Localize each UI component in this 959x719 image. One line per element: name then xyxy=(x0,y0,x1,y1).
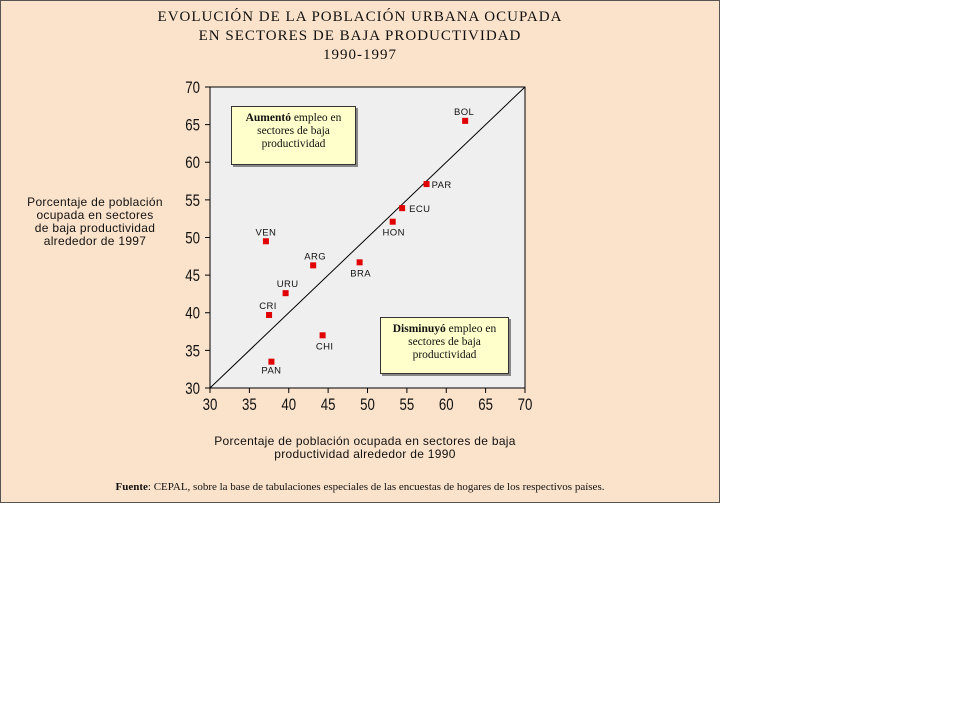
y-tick-label: 30 xyxy=(185,379,200,399)
x-tick-label: 60 xyxy=(438,395,454,415)
data-label-par: PAR xyxy=(431,180,452,192)
data-label-uru: URU xyxy=(276,279,299,291)
annotation-text: empleo en xyxy=(290,112,342,124)
x-tick-label: 35 xyxy=(242,395,257,415)
y-tick-label: 40 xyxy=(185,304,200,324)
data-label-hon: HON xyxy=(382,227,405,239)
data-point-ven xyxy=(263,238,269,244)
annotation-aumento xyxy=(231,106,356,165)
data-label-arg: ARG xyxy=(304,251,327,263)
annotation-bold: Disminuyó xyxy=(392,323,446,335)
data-label-bra: BRA xyxy=(350,268,371,280)
data-point-arg xyxy=(310,262,316,268)
data-point-par xyxy=(424,181,430,187)
x-tick-label: 40 xyxy=(281,395,297,415)
y-tick-label: 50 xyxy=(185,229,200,248)
x-tick-label: 65 xyxy=(478,395,493,415)
y-tick-label: 45 xyxy=(185,266,200,286)
data-point-bol xyxy=(462,118,468,124)
source-text: : CEPAL, sobre la base de tabulaciones especiales de las encuestas de hogares de los respectivos países. xyxy=(147,481,605,493)
x-tick-label: 55 xyxy=(399,395,415,415)
annotation-line xyxy=(381,323,508,336)
x-tick-label: 30 xyxy=(202,395,218,415)
y-axis-label-line: alrededor de 1997 xyxy=(43,234,147,248)
data-label-ecu: ECU xyxy=(409,204,431,216)
data-label-bol: BOL xyxy=(454,106,475,118)
annotation-line: sectores de baja xyxy=(408,336,481,348)
x-axis-label-line: Porcentaje de población ocupada en sectores de baja xyxy=(214,434,516,448)
y-axis-label-line: ocupada en sectores xyxy=(36,208,154,222)
data-label-pan: PAN xyxy=(261,365,282,377)
data-point-chi xyxy=(320,332,326,338)
scatter-plot xyxy=(1,1,719,502)
x-tick-label: 70 xyxy=(517,395,533,415)
y-tick-label: 55 xyxy=(185,191,200,211)
data-label-ven: VEN xyxy=(255,227,277,239)
data-point-ecu xyxy=(399,205,405,211)
annotation-line: productividad xyxy=(261,138,326,150)
annotation-line: sectores de baja xyxy=(257,125,330,137)
annotation-disminuyo xyxy=(380,317,509,374)
y-tick-label: 60 xyxy=(185,153,200,173)
y-axis-label-line: de baja productividad xyxy=(34,221,156,235)
y-tick-label: 70 xyxy=(185,78,200,98)
chart-title-line-3: 1990-1997 xyxy=(323,47,397,63)
x-tick-label: 50 xyxy=(360,395,375,415)
chart-title-line-1: EVOLUCIÓN DE LA POBLACIÓN URBANA OCUPADA xyxy=(157,9,563,25)
y-tick-label: 65 xyxy=(185,116,200,136)
data-point-bra xyxy=(357,259,363,265)
y-axis-label-line: Porcentaje de población xyxy=(27,195,163,209)
y-tick-label: 35 xyxy=(185,341,200,361)
data-label-chi: CHI xyxy=(315,341,334,353)
annotation-text: empleo en xyxy=(445,323,497,335)
data-point-cri xyxy=(266,312,272,318)
annotation-line xyxy=(232,112,355,125)
x-axis-label-line: productividad alrededor de 1990 xyxy=(274,447,456,461)
source-bold: Fuente xyxy=(115,481,148,493)
data-point-pan xyxy=(268,359,274,365)
annotation-bold: Aumentó xyxy=(245,112,291,124)
annotation-line: productividad xyxy=(412,349,477,361)
data-label-cri: CRI xyxy=(259,301,277,313)
data-point-uru xyxy=(283,290,289,296)
source-note xyxy=(1,481,719,493)
chart-title-line-2: EN SECTORES DE BAJA PRODUCTIVIDAD xyxy=(198,28,522,44)
x-tick-label: 45 xyxy=(320,395,336,415)
data-point-hon xyxy=(390,219,396,225)
